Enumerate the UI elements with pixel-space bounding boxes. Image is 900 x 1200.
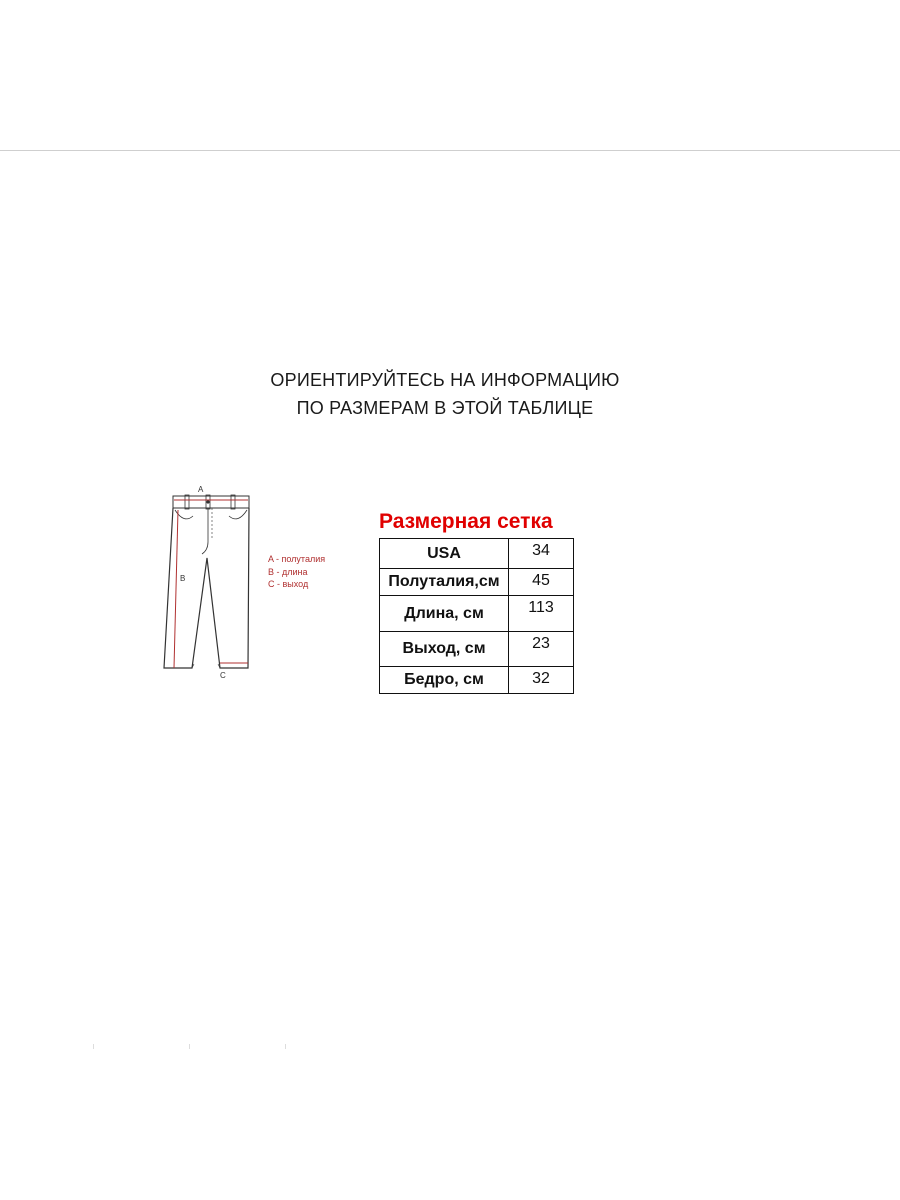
top-divider — [0, 150, 900, 151]
belt-loop — [231, 495, 235, 509]
row-value-leg-opening: 23 — [509, 632, 574, 667]
row-label-half-waist: Полуталия,см — [380, 569, 509, 596]
table-row — [380, 667, 574, 694]
waist-button — [206, 500, 209, 503]
table-row — [380, 632, 574, 667]
row-label-hip: Бедро, см — [380, 667, 509, 694]
marker-b: B — [180, 574, 186, 583]
row-value-length: 113 — [509, 596, 574, 632]
size-table — [379, 538, 574, 694]
marker-a: A — [198, 485, 204, 494]
pants-fly — [202, 508, 208, 554]
pants-outline — [164, 508, 249, 668]
row-label-leg-opening: Выход, см — [380, 632, 509, 667]
right-pocket — [229, 510, 247, 519]
size-chart-title: Размерная сетка — [379, 510, 553, 533]
legend-item-a: A - полуталия — [268, 554, 326, 564]
faint-tick-mark — [189, 1044, 190, 1049]
pants-waistband — [173, 496, 249, 508]
row-label-usa: USA — [380, 539, 509, 569]
faint-tick-mark — [285, 1044, 286, 1049]
length-measure-line — [174, 510, 178, 668]
belt-loop — [185, 495, 189, 509]
marker-c: C — [220, 671, 226, 680]
headline-line-1: ОРИЕНТИРУЙТЕСЬ НА ИНФОРМАЦИЮ — [270, 370, 620, 390]
faint-tick-mark — [93, 1044, 94, 1049]
legend-item-c: C - выход — [268, 579, 309, 589]
measurement-legend — [268, 553, 325, 591]
row-value-half-waist: 45 — [509, 569, 574, 596]
instruction-headline — [0, 366, 890, 422]
row-value-usa: 34 — [509, 539, 574, 569]
row-label-length: Длина, см — [380, 596, 509, 632]
legend-item-b: B - длина — [268, 566, 308, 577]
headline-line-2: ПО РАЗМЕРАМ В ЭТОЙ ТАБЛИЦЕ — [296, 398, 594, 418]
table-row — [380, 596, 574, 632]
table-row — [380, 539, 574, 569]
table-row — [380, 569, 574, 596]
row-value-hip: 32 — [509, 667, 574, 694]
